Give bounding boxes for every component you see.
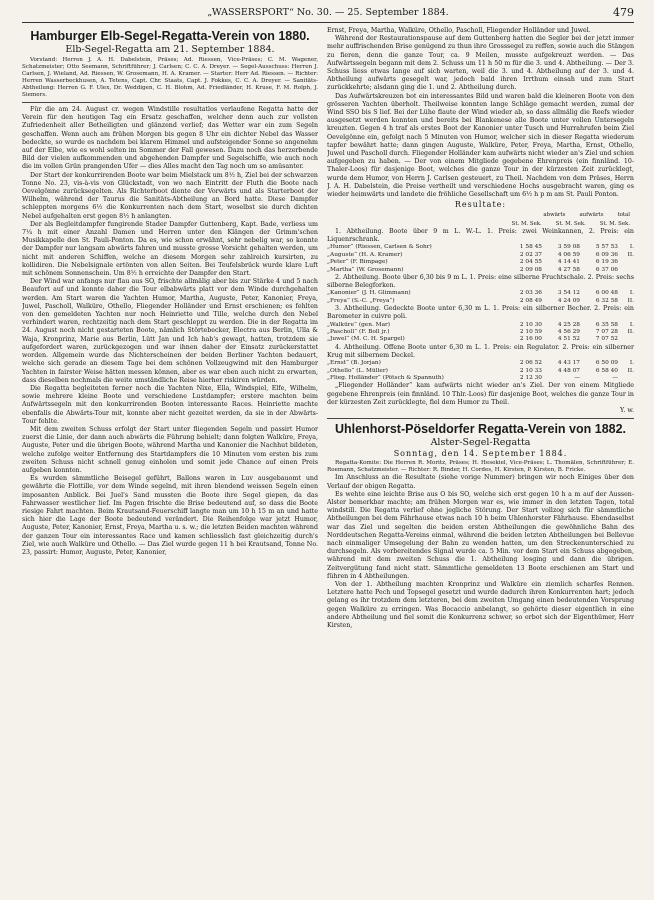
division-4 — [327, 344, 634, 383]
rank: I. — [629, 360, 634, 367]
rank — [618, 267, 634, 274]
divider — [327, 418, 634, 419]
left-column — [22, 27, 318, 895]
paragraph: Von der 1. Abtheilung machten Kronprinz und Walküre ein ziemlich scharfes Rennen. Letztere hatte Pech und Topsegel gesetzt und wurde dadurch ihren Konkurrenten hart; jedoch gelang es ihr trotzdem dem letzteren, bei dem zweiten Umgang einen bedeutenden Vorsprung gegen Walküre zu erringen. Was Bocaccio anbelangt, so gehörte dieser eigentlich in eine andere Abtheilung und fiel somit die Konkurrenz schwer, so erbot sich der Eigenthümer, Herr Kirsten, — [327, 581, 634, 630]
paragraph: Es wehte eine leichte Brise aus O bis SO, welche sich erst gegen 10 h a m auf der Aussen-Alster bemerkbar machte; am frühen Morgen war es, wie immer in den letzten Tagen, total windstill. Die Regatta verlief ohne jegliche Störung. Der Start vollzog sich für sämmtliche Abtheilungen bei dem Fährhause etwas nach 10 h beim Uhlenhorster Fährhause. Ebendaselbst war das Ziel und segelten die beiden ersten Abtheilungen die gewöhnliche Bahn des Norddeutschen Regatta-Vereins einmal, während die beiden letzten Abtheilungen bei Bellevue nach einmaliger Umsegelung der Bahn zu wenden hatten, um den Streckenunterschied zu durchsegeln. Als vorbereitendes Signal wurde ca. 5 Min. vor dem Start ein Schuss abgegeben, während mit dem zweiten Schuss die 1. Abtheilung losging und dann die übrigen. Zeitvergütung fand nicht statt. Sämmtliche gemeldeten 13 Boote erschienen am Start und führen in 4 Abtheilungen. — [327, 490, 634, 580]
article-subtitle: Elb-Segel-Regatta am 21. September 1884. — [65, 44, 275, 55]
journal-header: „WASSERSPORT“ No. 30. — 25. September 1884. — [207, 7, 449, 18]
time-total: 6 09 36 — [595, 251, 618, 258]
result-row — [327, 368, 634, 375]
result-row — [327, 267, 634, 274]
time-total: — — [612, 374, 618, 381]
time-total: 6 35 58 — [595, 321, 618, 328]
time-total: 6 00 48 — [595, 290, 618, 297]
boat-name: „Humor“ (Riessen, Carlsen & Sohr) — [327, 244, 432, 251]
time-down: 2 04 55 — [519, 259, 542, 266]
boat-name: „Kanonier“ (J. H. Glimmann) — [327, 290, 411, 297]
division-head: 4. Abtheilung. Offene Boote unter 6,30 m L. 1. Preis: ein Regulator. 2. Preis: ein silberner Krug mit silbernem Deckel. — [327, 343, 634, 359]
time-total: 6 37 06 — [595, 266, 618, 273]
results-units — [327, 220, 634, 228]
time-up: 4 25 28 — [557, 321, 580, 328]
time-down: 2 09 08 — [519, 266, 542, 273]
time-total: 6 50 09 — [595, 360, 618, 367]
time-up: 4 43 17 — [557, 360, 580, 367]
units-up: St. M. Sek. — [555, 220, 586, 227]
boat-name: „Auguste“ (H. A. Kramer) — [327, 251, 403, 258]
committee-list: Regatta-Komite: Die Herren R. Moritz, Präses; H. Hesekiel, Vice-Präses; L. Thomälen, Schriftführer; E. Roemann, Schatzmeister. — Richter: R. Binder, H. Cordes, H. Kirsten, P. Kirsten, B. Fricke. — [327, 460, 634, 474]
division-1 — [327, 228, 634, 274]
rank — [618, 259, 634, 266]
divider — [22, 102, 318, 103]
result-row — [327, 290, 634, 297]
result-row — [327, 252, 634, 259]
time-down: 2 10 33 — [519, 367, 542, 374]
time-total: 7 07 52 — [595, 336, 618, 343]
time-total: 6 32 58 — [595, 297, 618, 304]
right-column — [327, 27, 634, 895]
results-column-headers — [327, 211, 634, 219]
result-row — [327, 322, 634, 329]
paragraph: Die Regatta begleiteten ferner noch die Yachten Nixe, Ella, Windspiel, Elfe, Wilhelm, sowie mehrere kleine Boote und verschiedene Lustdampfer; erstere machten beim Aufwärtssegeln mit den konkurrirenden Booten interessante Races. Heinriette machte ebenfalls die Abwärts-Tour mit, konnte aber nicht gezeitet werden, da sie in der Abwärts-Tour fehlte. — [22, 384, 318, 425]
paragraph: Ernst, Freya, Martha, Walküre, Othello, Pascholl, Fliegender Holländer und Juwel. — [327, 27, 591, 34]
boat-name: „Walküre“ (gen. Mar) — [327, 321, 391, 328]
article2-subtitle: Alster-Segel-Regatta — [430, 437, 531, 449]
time-down: 2 10 59 — [519, 328, 542, 335]
rank: II. — [627, 328, 634, 335]
result-row — [327, 360, 634, 367]
time-down: 2 02 37 — [519, 251, 542, 258]
closing-paragraph: „Fliegender Holländer“ kam aufwärts nicht wieder an's Ziel. Der von einem Mitgliede gegebene Ehrenpreis (ein finnländ. 10 Thlr.-Loos) für dasjenige Boot, welches die ganze Tour in der kürzesten Zeit zurücklegte, fiel dem Humor zu Theil. — [327, 382, 634, 406]
boat-name: „Pascholl“ (F. Boll jr.) — [327, 328, 390, 335]
rank: I. — [629, 321, 634, 328]
rank — [618, 336, 634, 343]
time-total: 6 19 36 — [595, 259, 618, 266]
time-up: 4 06 59 — [557, 251, 580, 258]
result-row — [327, 329, 634, 336]
boat-name: „Othello“ (L. Müller) — [327, 367, 388, 374]
boat-name: „Juwel“ (M. C. H. Spargel) — [327, 336, 405, 343]
division-head: 1. Abtheilung. Boote über 9 m L. W.-L. 1. Preis: zwei Weinkannen, 2. Preis: ein Liquenrschrank. — [327, 227, 634, 244]
time-total: 7 07 28 — [595, 328, 618, 335]
page-number: 479 — [613, 6, 634, 19]
division-2 — [327, 274, 634, 305]
article2-date: Sonntag, den 14. September 1884. — [393, 449, 568, 459]
boat-name: „Freya“ (S.-C. „Freya“) — [327, 297, 395, 304]
article-title: Hamburger Elb-Segel-Regatta-Verein von 1880. — [30, 29, 310, 43]
rank: II. — [627, 297, 634, 304]
time-down: 2 10 30 — [519, 321, 542, 328]
time-down: 2 03 36 — [519, 290, 542, 297]
paragraph: Für die am 24. August cr. wegen Windstille resultatlos verlaufene Regatta hatte der Verein für den heutigen Tag ein Ersatz geschaffen, welcher denn auch zur vollsten Zufriedenheit aller Betheiligten und glänzend verlief; das Wetter war ein zum Segeln geschaffen. Wenn auch am frühen Morgen bis gegen 8 Uhr ein dichter Nebel das Wasser bedeckte, so wurde es nachdem bei klarem Himmel und aufsteigender Sonne so angenehm auf der Elbe, wie es wohl selten im Sommer der Fall gewesen. Dazu noch das herzerbende Bild der vielen aufkommenden und abgehenden Dampfer und Segelschiffe, wie auch noch die im vollen Grün prangenden Ufer — dies Alles macht den Tag noch um so amüsanter. — [22, 106, 318, 171]
time-up: 4 56 29 — [557, 328, 580, 335]
rank: I. — [629, 290, 634, 297]
time-up: 3 54 12 — [557, 290, 580, 297]
paragraph: Der Start der konkurrirenden Boote war beim Mielstack um 8½ h, Ziel bei der schwarzen Tonne No. 23, vis-à-vis von Glückstadt, von wo nach Eintritt der Fluth die Boote nach Oevelgönne zurücksegelten. Als Richterboot diente der Vorwärts und als Starterboot der Wilhelm, während der Taurus die Sanitäts-Abtheilung an Bord hatte. Diese Dampfer schleppten morgens 6½ die Konkurrenten nach dem Start, woselbst sie durch dichten Nebel aufgehalten erst gegen 8½ h anlangten. — [22, 171, 318, 220]
time-up: 4 27 58 — [557, 266, 580, 273]
col-down: abwärts — [543, 212, 566, 219]
time-down: 2 12 30 — [519, 374, 542, 381]
rank: I. — [629, 244, 634, 251]
boat-name: „Martha“ (W. Grosemann) — [327, 266, 404, 273]
col-up: aufwärts — [579, 212, 604, 219]
col-total: total — [617, 212, 630, 219]
time-up: 3 59 08 — [557, 244, 580, 251]
time-up: 4 24 09 — [557, 297, 580, 304]
units-total: St. M. Sek. — [599, 220, 630, 227]
result-row — [327, 244, 634, 251]
boat-name: „Peter“ (F. Bimpage) — [327, 259, 388, 266]
time-up: 4 51 52 — [557, 336, 580, 343]
time-up: 4 14 41 — [557, 259, 580, 266]
time-down: 2 06 52 — [519, 360, 542, 367]
units-down: St. M. Sek. — [511, 220, 542, 227]
officers-list: Vorstand: Herren J. A. H. Dabelstein, Präses; Ad. Riessen, Vice-Präses; C. M. Wagener, Schatzmeister; Otto Seemann, Schriftführer; J. Carlsen; C. C. A. Dreyer. — Segel-Ausschuss: Herren J. Carlsen, J. Wieland, Ad. Riessen, W. Grosemann, H. A. Kramer. — Starter: Herr Ad. Riessen. — Richter: Herren Wasserbeckhusen, A. Tetens, Capt. Chr. Staats, Capt. J. Fokkes, C. C. A. Dreyer. — Sanitäts-Abtheilung: Herren G. F. Ulex, Dr. Weddigen, C. H. Blohm, Ad. Friedländer, H. Kruse, F. M. Rolph, J. Siemers. — [22, 57, 318, 98]
paragraph: Der als Begleitdampfer fungirende Stader Dampfer Guttenberg, Kapt. Bade, verliess um 7¼ h mit einer Anzahl Damen und Herren unter den Klängen der Grimm'schen Musikkapelle den St. Pauli-Ponton. Da es, wie schon erwähnt, sehr nebelig war, so konnte der Dampfer nur langsam abwärts fahren und musste grosse Vorsicht gehalten werden, um nicht mit anderen Schiffen, welche an diesem Morgen sehr zahlreich kursirten, zu kollidiren. Die Nebelsignale ertönten von allen Seiten. Bei Teufelsbrück wurde klare Luft mit schönem Sonnenschein. Um 8½ h erreichte der Dampfer den Start. — [22, 220, 318, 278]
rank: II. — [627, 367, 634, 374]
division-3 — [327, 305, 634, 344]
article2-title: Uhlenhorst-Pöseldorfer Regatta-Verein von 1882. — [334, 422, 627, 437]
paragraph: Das Aufwärtskreuzen bot ein interessantes Bild und waren bald die kleineren Boote von den grösseren Yachten überholt. Theilweise konnten lange Schläge gemacht werden, zumal der Wind SSO bis S lief. Bei der Lühe flaute der Wind wieder ab, so dass allmälig die Reefs wieder ausgesetzt werden konnten und bereits bei Blankenese alle Boote unter vollen Untersegeln kreuzten. Gegen 4 h traf als erstes Boot der Kanonier unter Tusch und Hurrahrufen beim Ziel Oevelgönne ein, gefolgt nach 5 Minuten von Humor, welcher sich in dieser Regatta wiederum tapfer bewährt hatte; dann gingen Auguste, Walküre, Peter, Freya, Martha, Ernst, Othello, Juwel und Pascholl durch. Fliegender Holländer kam aufwärts nicht wieder an's Ziel und schien aufgegeben zu haben. — Der von einem Mitgliede gegebene Ehrenpreis (ein finnländ. 10-Thaler-Loos) für dasjenige Boot, welches die ganze Tour in der kürzesten Zeit zurücklegt, wurde dem Humor, von Herrn J. Carlsen gesteuert, zu Theil. Nachdem von dem Präses, Herrn J. A. H. Dabelstein, die Preise vertheilt und verschiedene Hochs ausgebracht waren, ging es wieder heimwärts und landete die fröhliche Gesellschaft um 6½ h p m am St. Pauli Ponton. — [327, 92, 634, 199]
result-row — [327, 375, 634, 382]
result-row — [327, 298, 634, 305]
results-title: Resultate: — [454, 200, 507, 210]
time-down: 2 08 49 — [519, 297, 542, 304]
paragraph: Während der Restaurationspause auf dem Guttenberg hatten die Segler bei der jetzt immer mehr auffrischenden Brise genügend zu thun ihre Grosssegel zu reffen, sowie auch die Stängen zu fieren, denn die ganze Tour, ca. 9 Meilen, musste aufgekreuzt werden. — Das Aufwärtssegeln begann mit dem 2. Schuss um 11 h 50 m für die 3. und 4. Abtheilung. — Der 3. Schuss liess etwas lange auf sich warten, weil die 3. und 4. Abtheilung auf der 3. und 4. Abtheilung aufwärts gesegelt war, jedoch bald ihren Irrthum einsah und zum Start zurückkehrte; alsdann ging die 1. und 2. Abtheilung durch. — [327, 35, 634, 92]
time-down: 1 58 45 — [519, 244, 542, 251]
boat-name: „Flieg. Holländer“ (Pötsch & Spannuth) — [327, 374, 444, 381]
paragraph: Im Anschluss an die Resultate (siehe vorige Nummer) bringen wir noch Einiges über den Verlauf der obigen Regatta. — [327, 474, 634, 490]
running-head — [22, 6, 634, 23]
time-up: — — [574, 374, 580, 381]
paragraph: Mit dem zweiten Schuss erfolgt der Start unter fliegenden Segeln und passirt Humor zuerst die Linie, der dann auch abwärts die Führung behielt; dann folgten Walküre, Freya, Auguste, Peter und die übrigen Boote, während Martha und Kanonier die Nachhut bildeten, welche zufolge weiter Entfernung des Startdampfers die 10 Minuten vom ersten bis zum zweiten Schuss nicht schnell genug einholen und somit jede Chance auf einen Preis aufgeben konnten. — [22, 425, 318, 474]
time-total: 6 58 40 — [595, 367, 618, 374]
rank: II. — [627, 251, 634, 258]
division-head: 2. Abtheilung. Boote über 6,30 bis 9 m L. 1. Preis: eine silberne Fruchtschale. 2. Preis: sechs silberne Belegforken. — [327, 273, 634, 290]
time-down: 2 16 00 — [519, 336, 542, 343]
time-up: 4 48 07 — [557, 367, 580, 374]
result-row — [327, 259, 634, 266]
rank — [618, 375, 634, 382]
time-total: 5 57 53 — [595, 244, 618, 251]
paragraph: Es wurden sämmtliche Beisegel geführt, Ballons waren in Luv ausgebauomt und gewährte die Flottille, vor dem Winde segelnd, mit ihren blendend weissen Segeln einen imposanten Anblick. Bei Juel's Sand mussten die Boote ihre Segel giepen, da das Fahrwasser westlicher lief. Im Pagen frischte die Brise bedeutend auf, so dass die Boote riesige Fahrt machten. Beim Krautsand-Feuerschiff langte man um 10 h 15 m an und hatte sich hier die Lage der Boote bedeutend verändert. Die Reihenfolge war jetzt Humor, Auguste, Peter, Kanonier, Ernst, Freya, Martha u. s. w.; die letzten Beiden machten während der ganzen Tour ein interessantes Race und kamen schliesslich fast gleichzeitig durch's Ziel, wie auch Walküre und Othello. — Das Ziel wurde gegen 11 h bei Krautsand, Tonne No. 23, passirt: Humor, Auguste, Peter, Kanonier, — [22, 475, 318, 556]
paragraph: Der Wind war anfangs nur flau aus SO, frischte allmälig aber bis zur Stärke 4 und 5 nach Beaufort auf und konnte daher die Tour elbabwärts platt vor dem Winde durchgehalten werden. Am Start waren die Yachten Humor, Martha, Auguste, Peter, Kanonier, Freya, Juwel, Pascholl, Walküre, Othello, Fliegender Holländer und Ernst erschienen; es fehlten von den gemeldeten Yachten nur noch Heinriette und Tille, welche durch den Nebel verhindert waren, rechtzeitig nach dem Start geschleppt zu werden. Die in der Regatta im 24. August noch nicht gestarteten Boote, nämlich Störtebecker, Electra aus Berlin, Ulla & Waja, Kronprinz, Marie aus Berlin, Lütt Jan und Ich hab's gewagt, hatten, trotzdem sie aufgefordert waren, zurückgezogen und war ihnen daher der Einsatz zurückerstattet worden. Allgemein wurde das Nichterscheinen der beiden Berliner Yachten bedauert, welche sich gerade an diesem Tage bei dem schönen Vollzeugwind mit den Hamburger Yachten in fairster Weise hätten messen können, aber es war eben auch nicht zu erwarten, dass dieselben nochmals die weite umständliche Reise hierher riskiren würden. — [22, 278, 318, 384]
signature: Y. w. — [620, 406, 634, 414]
result-row — [327, 336, 634, 343]
division-head: 3. Abtheilung. Gedeckte Boote unter 6,30 m L. 1. Preis: ein silberner Becher. 2. Preis: ein Barometer in cuivre poli. — [327, 305, 634, 321]
boat-name: „Ernst“ (B. Jorjan) — [327, 360, 381, 367]
